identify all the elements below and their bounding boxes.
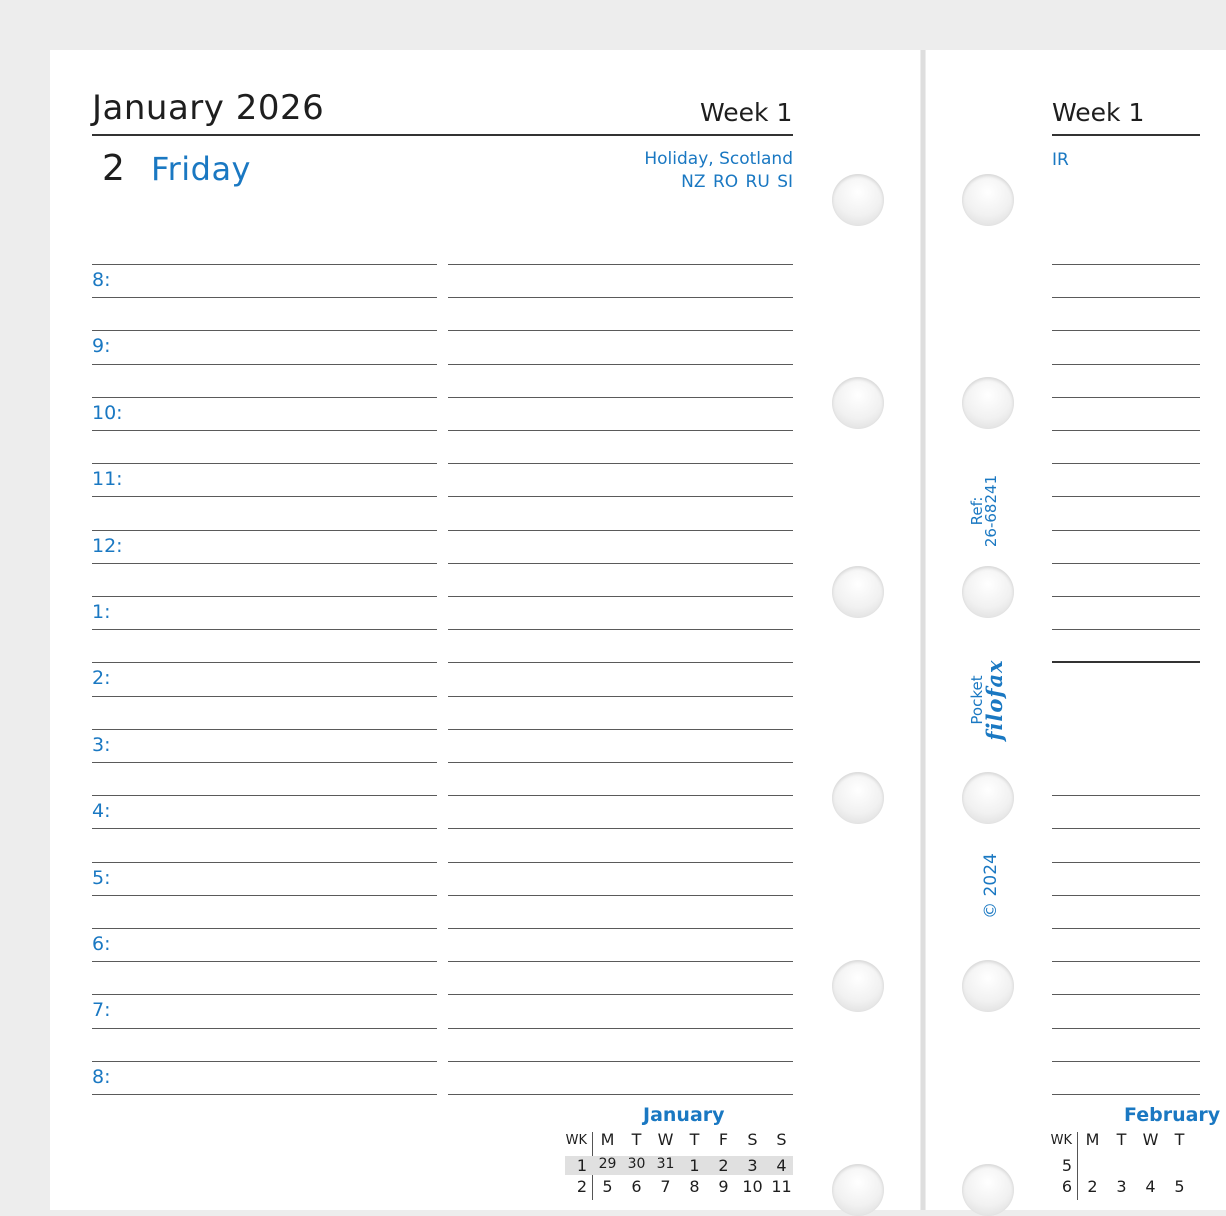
hour-label: 2: (92, 667, 111, 689)
right-ruled-line (1052, 330, 1200, 331)
mini-calendar-january-title: January (643, 1104, 725, 1126)
ruled-line (448, 430, 793, 431)
right-section-rule (1052, 661, 1200, 663)
calendar-day: 31 (656, 1156, 675, 1172)
right-ruled-line (1052, 496, 1200, 497)
right-page (926, 50, 1226, 1210)
calendar-day: 2 (718, 1156, 729, 1175)
ruled-line (92, 795, 437, 796)
right-ruled-line (1052, 463, 1200, 464)
binder-hole (832, 1164, 884, 1216)
ruled-line (448, 297, 793, 298)
ruled-line (448, 330, 793, 331)
calendar-day: 3 (1116, 1177, 1127, 1196)
right-ruled-line (1052, 895, 1200, 896)
holiday-notes (560, 148, 793, 194)
right-ruled-line (1052, 1061, 1200, 1062)
calendar-header-cell: WK (565, 1133, 587, 1148)
calendar-day: 7 (660, 1177, 671, 1196)
calendar-header-cell: T (1116, 1130, 1127, 1149)
calendar-day: 1 (689, 1156, 700, 1175)
ruled-line (92, 895, 437, 896)
header-rule (92, 134, 793, 136)
brand-name: filofax (982, 659, 1007, 741)
ruled-line (448, 496, 793, 497)
right-ruled-line (1052, 530, 1200, 531)
calendar-week-number: 6 (1061, 1177, 1072, 1196)
ruled-line (448, 397, 793, 398)
holiday-line-1: Holiday, Scotland (644, 149, 793, 169)
right-ruled-line (1052, 862, 1200, 863)
ruled-line (92, 729, 437, 730)
binder-hole (832, 377, 884, 429)
right-ruled-line (1052, 828, 1200, 829)
right-holiday: IR (1052, 150, 1069, 170)
calendar-day: 30 (627, 1156, 646, 1172)
calendar-day: 4 (1145, 1177, 1156, 1196)
calendar-day: 2 (1087, 1177, 1098, 1196)
page-gutter (921, 50, 925, 1210)
calendar-header-cell: W (1142, 1130, 1159, 1149)
ruled-line (92, 364, 437, 365)
ruled-line (92, 862, 437, 863)
ruled-line (448, 1094, 793, 1095)
day-number: 2 (102, 148, 125, 189)
ruled-line (448, 994, 793, 995)
copyright-text: © 2024 (981, 853, 1001, 919)
ruled-line (448, 264, 793, 265)
binder-hole (832, 174, 884, 226)
right-ruled-line (1052, 1094, 1200, 1095)
right-ruled-line (1052, 961, 1200, 962)
ruled-line (448, 563, 793, 564)
brand-logo (968, 650, 1008, 750)
hour-label: 11: (92, 468, 123, 490)
right-ruled-line (1052, 563, 1200, 564)
binder-hole (832, 566, 884, 618)
hour-label: 10: (92, 402, 123, 424)
calendar-header-cell: T (1174, 1130, 1185, 1149)
page-title: January 2026 (92, 88, 325, 128)
week-label: Week 1 (700, 98, 793, 127)
hour-label: 8: (92, 1066, 111, 1088)
ruled-line (92, 828, 437, 829)
ruled-line (92, 330, 437, 331)
ruled-line (448, 662, 793, 663)
calendar-day: 5 (602, 1177, 613, 1196)
mini-calendar-february (1050, 1130, 1200, 1200)
binder-hole (962, 960, 1014, 1012)
ruled-line (92, 994, 437, 995)
right-ruled-line (1052, 397, 1200, 398)
ruled-line (448, 596, 793, 597)
hour-label: 7: (92, 999, 111, 1021)
hour-label: 1: (92, 601, 111, 623)
ruled-line (92, 1061, 437, 1062)
ref-label: Ref: (968, 496, 986, 526)
ruled-line (92, 762, 437, 763)
calendar-day: 10 (742, 1177, 763, 1196)
ruled-line (92, 463, 437, 464)
binder-hole (962, 772, 1014, 824)
ruled-line (448, 1061, 793, 1062)
ruled-line (92, 928, 437, 929)
binder-hole (832, 960, 884, 1012)
ruled-line (92, 629, 437, 630)
calendar-week-number: 5 (1061, 1156, 1072, 1175)
ruled-line (448, 862, 793, 863)
right-ruled-line (1052, 264, 1200, 265)
hour-label: 12: (92, 535, 123, 557)
right-ruled-line (1052, 795, 1200, 796)
calendar-header-cell: S (747, 1130, 758, 1149)
ruled-line (448, 895, 793, 896)
ruled-line (448, 928, 793, 929)
ruled-line (448, 463, 793, 464)
hour-label: 9: (92, 335, 111, 357)
calendar-header-cell: T (631, 1130, 642, 1149)
calendar-week-number: 1 (576, 1156, 587, 1175)
right-ruled-line (1052, 364, 1200, 365)
ruled-line (448, 364, 793, 365)
calendar-header-cell: WK (1050, 1133, 1072, 1148)
ruled-line (92, 1094, 437, 1095)
ruled-line (92, 596, 437, 597)
ruled-line (448, 828, 793, 829)
right-ruled-line (1052, 596, 1200, 597)
calendar-day: 9 (718, 1177, 729, 1196)
calendar-day: 3 (747, 1156, 758, 1175)
right-ruled-line (1052, 629, 1200, 630)
ruled-line (448, 1028, 793, 1029)
hour-label: 3: (92, 734, 111, 756)
ruled-line (448, 729, 793, 730)
ruled-line (92, 961, 437, 962)
ruled-line (448, 629, 793, 630)
ref-text (970, 461, 1000, 561)
ruled-line (92, 430, 437, 431)
ruled-line (92, 264, 437, 265)
calendar-day: 29 (598, 1156, 617, 1172)
mini-calendar-january (565, 1130, 795, 1200)
ruled-line (448, 696, 793, 697)
ruled-line (92, 1028, 437, 1029)
hour-label: 5: (92, 867, 111, 889)
hour-label: 4: (92, 800, 111, 822)
ruled-line (92, 496, 437, 497)
right-week-label: Week 1 (1052, 98, 1145, 127)
right-ruled-line (1052, 1028, 1200, 1029)
mini-calendar-february-title: February (1124, 1104, 1221, 1126)
calendar-header-cell: M (600, 1130, 615, 1149)
calendar-header-cell: T (689, 1130, 700, 1149)
right-ruled-line (1052, 430, 1200, 431)
brand-size: Pocket (968, 675, 986, 725)
ruled-line (92, 662, 437, 663)
calendar-day: 11 (771, 1177, 792, 1196)
calendar-day: 6 (631, 1177, 642, 1196)
calendar-day: 5 (1174, 1177, 1185, 1196)
ruled-line (448, 762, 793, 763)
holiday-line-2: NZ RO RU SI (681, 172, 793, 192)
calendar-header-cell: S (776, 1130, 787, 1149)
calendar-day: 8 (689, 1177, 700, 1196)
ruled-line (92, 530, 437, 531)
right-ruled-line (1052, 928, 1200, 929)
ruled-line (92, 297, 437, 298)
ruled-line (448, 795, 793, 796)
ruled-line (92, 696, 437, 697)
binder-hole (962, 1164, 1014, 1216)
binder-hole (962, 566, 1014, 618)
binder-hole (832, 772, 884, 824)
ruled-line (448, 961, 793, 962)
left-page (50, 50, 920, 1210)
calendar-day: 4 (776, 1156, 787, 1175)
day-name: Friday (151, 150, 251, 188)
calendar-header-cell: M (1085, 1130, 1100, 1149)
binder-hole (962, 377, 1014, 429)
hour-label: 6: (92, 933, 111, 955)
ref-number: 26-68241 (982, 474, 1000, 548)
binder-hole (962, 174, 1014, 226)
calendar-week-number: 2 (576, 1177, 587, 1196)
calendar-header-cell: W (657, 1130, 674, 1149)
ruled-line (92, 397, 437, 398)
calendar-header-cell: F (718, 1130, 729, 1149)
right-header-rule (1052, 134, 1200, 136)
right-ruled-line (1052, 297, 1200, 298)
ruled-line (92, 563, 437, 564)
hour-label: 8: (92, 269, 111, 291)
right-ruled-line (1052, 994, 1200, 995)
ruled-line (448, 530, 793, 531)
